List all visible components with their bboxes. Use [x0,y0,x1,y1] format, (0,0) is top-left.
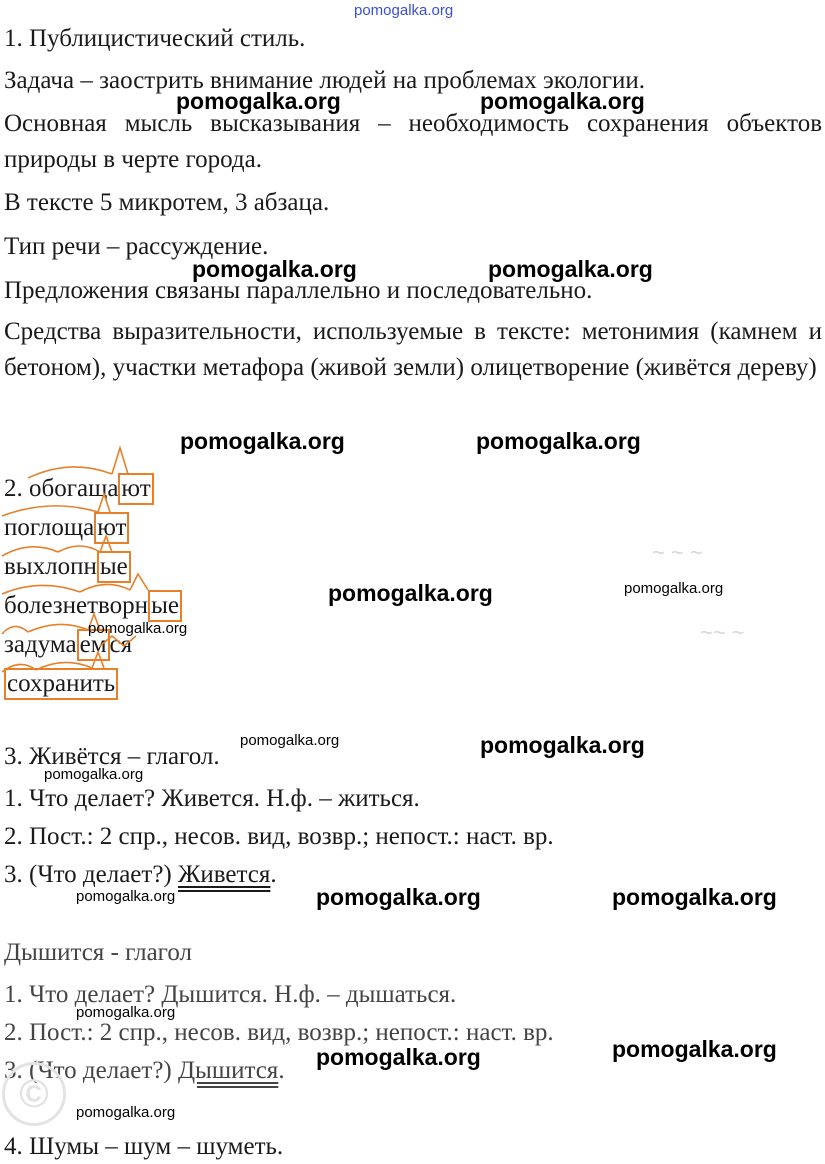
word-postfix: ся [109,631,133,658]
word-ending: ем [77,629,110,661]
root-arc [80,584,130,592]
suffix-mark [92,652,104,668]
task3a-features: 2. Пост.: 2 спр., несов. вид, возвр.; непост.: наст. вр. [4,823,554,850]
suffix-mark [100,536,112,552]
word-ending: ые [97,551,131,583]
task3b-heading: Дышится - глагол [4,939,192,966]
root-arc [58,546,100,552]
root-arc [2,506,98,516]
watermark: pomogalka.org [480,88,645,114]
task3a-role [4,858,277,892]
watermark: pomogalka.org [240,732,340,749]
watermark: pomogalka.org [176,88,341,114]
copyright-icon: © [2,1062,66,1126]
word-stem: задума [4,631,77,658]
task2-number: 2. [4,475,29,502]
word-ending: ые [148,590,182,622]
suffix-mark [98,494,110,512]
suffix-mark [130,574,148,590]
watermark: pomogalka.org [76,1104,176,1121]
prefix-mark [2,547,58,556]
watermark: pomogalka.org [44,766,144,783]
watermark: pomogalka.org [76,888,176,905]
watermark: pomogalka.org [328,580,493,606]
task3b-initial-form: 1. Что делает? Дышится. Н.ф. – дышаться. [4,981,457,1008]
postfix-mark [100,636,136,646]
watermark: pomogalka.org [612,884,777,910]
watermark: pomogalka.org [192,256,357,282]
period: . [270,861,277,888]
task4-line: 4. Шумы – шум – шуметь. [4,1133,284,1160]
word-ending: ют [118,473,153,505]
task1-line-goal: Задача – заострить внимание людей на проблемах экологии. [4,67,646,94]
watermark: pomogalka.org [316,884,481,910]
prefix-mark [2,626,28,634]
role-question: 3. (Что делает?) [4,861,178,888]
task3a-heading: 3. Живётся – глагол. [4,743,220,770]
role-question: 3. (Что делает?) [4,1057,178,1084]
root-arc [28,467,112,478]
root-arc [36,662,92,670]
prefix-mark [2,664,36,672]
task1-line-speech-type: Тип речи – рассуждение. [4,233,269,260]
watermark: pomogalka.org [488,256,653,282]
predicate-word: Живется [178,861,271,888]
word-stem: обогаща [29,475,119,502]
faded-scribble-mark: ~~ ~ [700,620,745,645]
watermark: pomogalka.org [624,580,724,597]
root-arc [28,624,88,632]
watermark: pomogalka.org [76,1004,176,1021]
word-stem: сохранить [4,668,118,700]
watermark-top: pomogalka.org [354,2,454,19]
word-ending: ют [94,512,129,544]
task1-line-microtopics: В тексте 5 микротем, 3 абзаца. [4,189,330,216]
word-stem: поглоща [4,514,95,541]
watermark: pomogalka.org [476,428,641,454]
suffix-mark [112,448,128,474]
task1-line-connection: Предложения связаны параллельно и последовательно. [4,277,593,304]
task1-line-main-idea: Основная мысль высказывания – необходимость сохранения объектов природы в черте города. [4,110,822,173]
word-stem: выхлопн [4,553,97,580]
watermark: pomogalka.org [480,732,645,758]
predicate-word: Дышится [178,1057,279,1084]
root-arc [2,585,80,594]
watermark: pomogalka.org [612,1036,777,1062]
task1-line-style: 1. Публицистический стиль. [4,25,306,52]
task1-line-expressive-means: Средства выразительности, используемые в тексте: метонимия (камнем и бетоном), участки метафора (живой земли) олицетворение (живётся дереву) [4,318,822,381]
word-stem: болезнетворн [4,592,149,619]
task3a-initial-form: 1. Что делает? Живется. Н.ф. – житься. [4,785,420,812]
faded-scribble-mark: ~ ~ ~ [652,540,703,565]
task3b-features: 2. Пост.: 2 спр., несов. вид, возвр.; непост.: наст. вр. [4,1019,554,1046]
watermark: pomogalka.org [88,620,188,637]
watermark: pomogalka.org [316,1044,481,1070]
period: . [278,1057,285,1084]
watermark: pomogalka.org [180,428,345,454]
